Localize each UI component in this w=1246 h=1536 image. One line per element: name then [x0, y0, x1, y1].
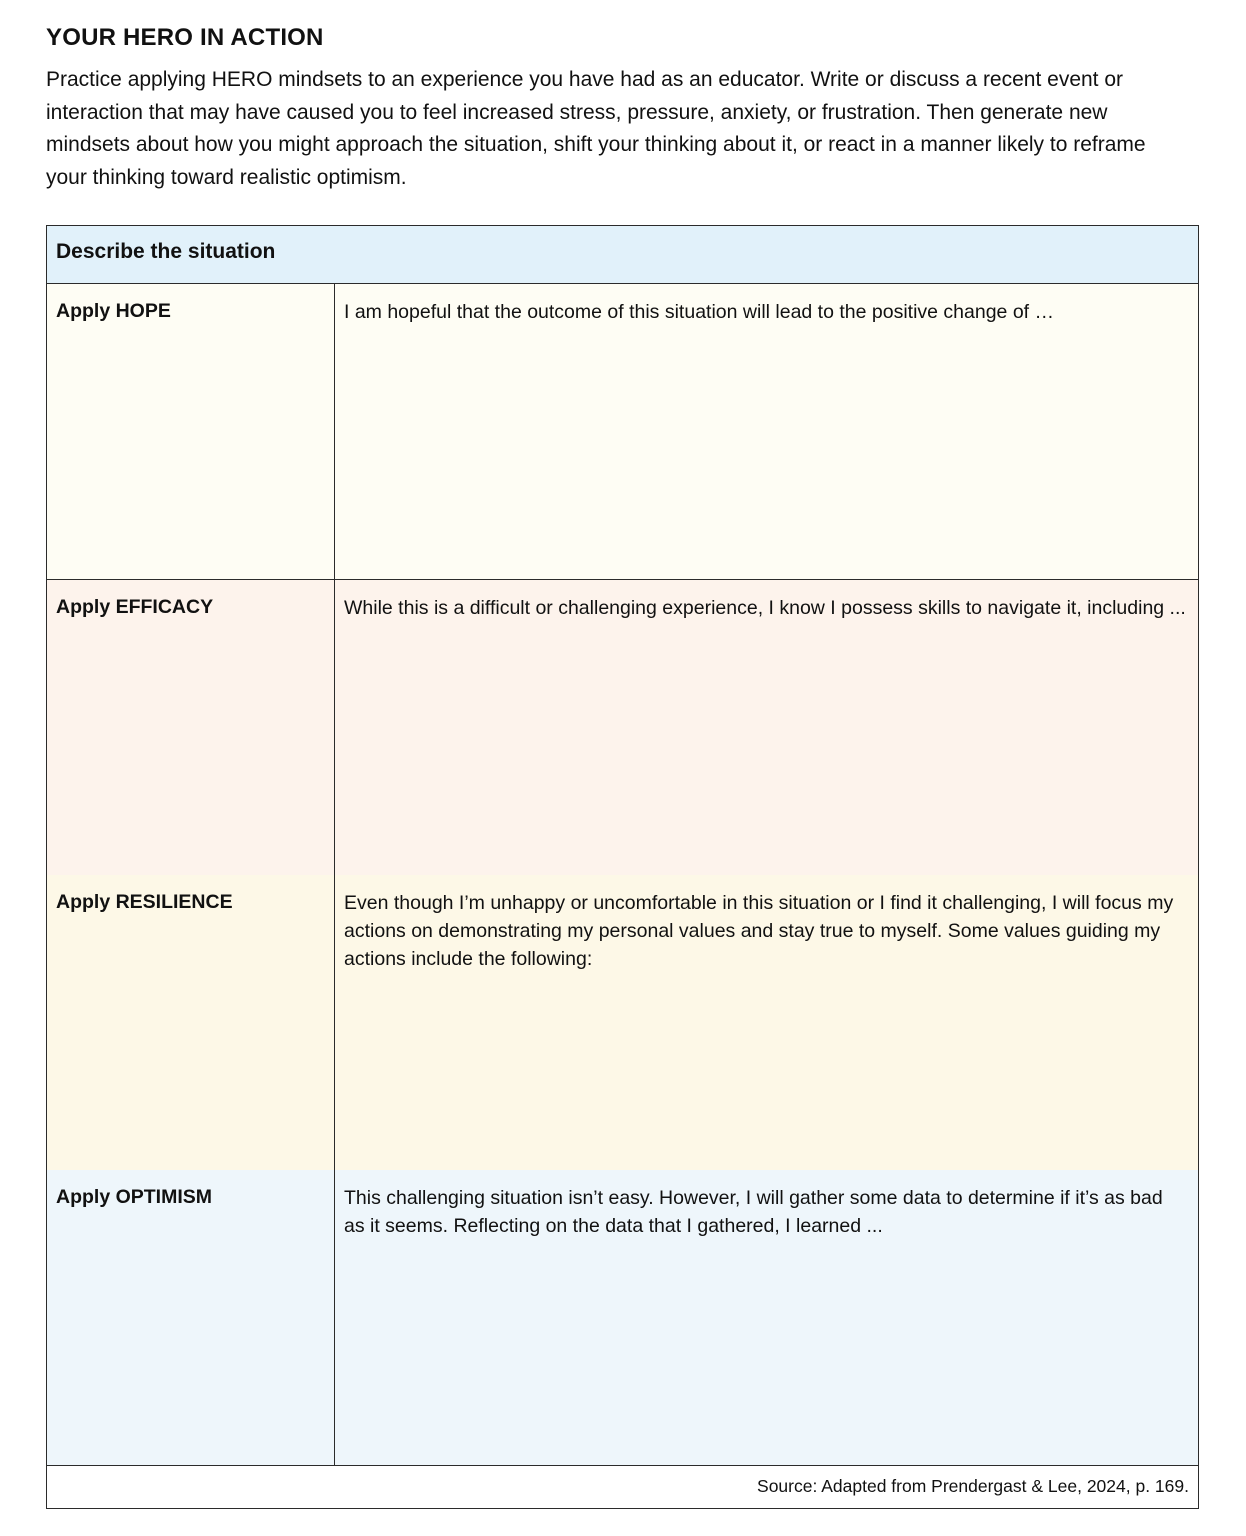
hero-worksheet-table: [46, 225, 1199, 1509]
resilience-label: Apply RESILIENCE: [47, 875, 335, 1170]
resilience-row: [47, 875, 1198, 1171]
intro-paragraph: Practice applying HERO mindsets to an experience you have had as an educator. Write or discuss a recent event or interaction that may have caused you to feel increased stress, pressure, anxiety, or frustration. Then generate new mindsets about how you might approach the situation, shift your thinking about it, or react in a manner likely to reframe your thinking toward realistic optimism.: [46, 68, 1146, 190]
source-row: [47, 1466, 1198, 1508]
efficacy-label: Apply EFFICACY: [47, 580, 335, 875]
resilience-response-cell[interactable]: Even though I’m unhappy or uncomfortable in this situation or I find it challenging, I will focus my actions on demonstrating my personal values and stay true to myself. Some values guiding my actions include the following:: [344, 892, 1174, 970]
optimism-label: Apply OPTIMISM: [47, 1170, 335, 1465]
optimism-response-cell[interactable]: This challenging situation isn’t easy. However, I will gather some data to determine if it’s as bad as it seems. Reflecting on the data that I gathered, I learned ...: [344, 1187, 1163, 1237]
efficacy-row: [47, 580, 1198, 876]
hope-response-cell[interactable]: I am hopeful that the outcome of this situation will lead to the positive change of …: [344, 301, 1054, 323]
page-title: YOUR HERO IN ACTION: [46, 24, 324, 51]
hope-label: Apply HOPE: [47, 284, 335, 579]
source-citation: Source: Adapted from Prendergast & Lee, 2024, p. 169.: [757, 1476, 1189, 1496]
hope-row: [47, 284, 1198, 580]
situation-header-label: Describe the situation: [56, 240, 276, 263]
optimism-row: [47, 1170, 1198, 1466]
situation-header-row[interactable]: [47, 226, 1198, 284]
efficacy-response-cell[interactable]: While this is a difficult or challenging experience, I know I possess skills to navigate it, including ...: [344, 597, 1186, 619]
